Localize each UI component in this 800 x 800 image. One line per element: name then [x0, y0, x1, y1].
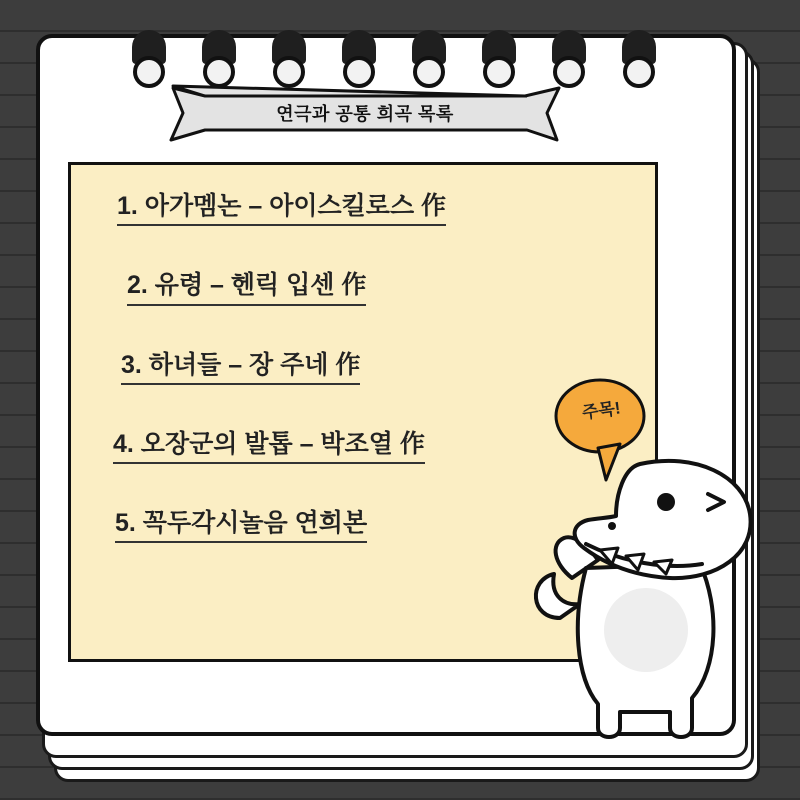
spiral-ring [622, 30, 656, 92]
list-item [127, 270, 621, 349]
list-item-text: 1. 아가멤논 – 아이스킬로스 作 [117, 191, 446, 226]
list-item-text: 3. 하녀들 – 장 주네 作 [121, 350, 360, 385]
list-item-text: 5. 꼭두각시놀음 연희본 [115, 508, 367, 543]
list-item [117, 191, 621, 270]
list-item-text: 2. 유령 – 헨릭 입센 作 [127, 270, 366, 305]
mascot-illustration [520, 368, 790, 768]
banner-title-text: 연극과 공통 희곡 목록 [276, 104, 454, 124]
dinosaur-mascot [520, 368, 790, 768]
title-banner [165, 82, 565, 144]
list-item-text: 4. 오장군의 발톱 – 박조열 作 [113, 429, 425, 464]
spiral-ring [132, 30, 166, 92]
speech-bubble-text: 주목! [580, 398, 622, 423]
